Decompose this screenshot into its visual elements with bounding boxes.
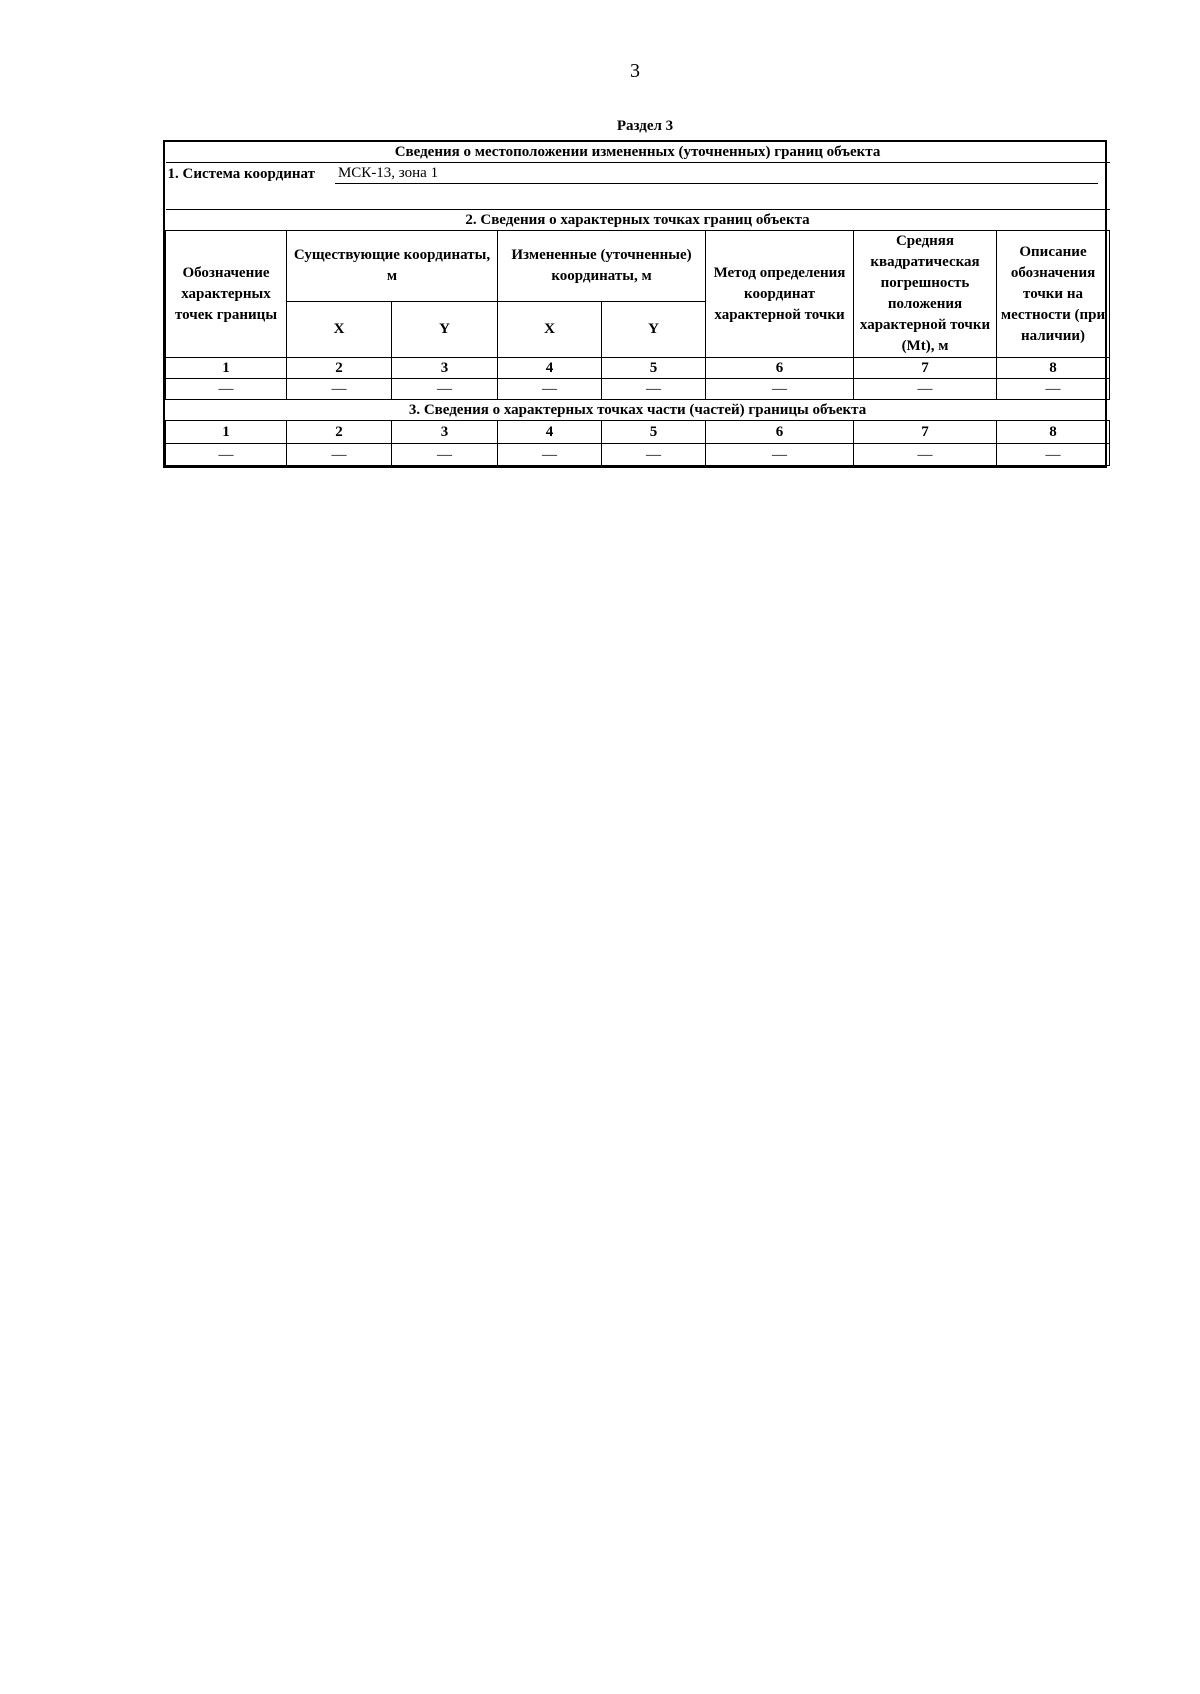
column-number: 1 xyxy=(166,358,287,379)
parts-section-title: 3. Сведения о характерных точках части (частей) границы объекта xyxy=(166,400,1110,421)
header-existing-y: Y xyxy=(392,301,498,357)
table-cell: — xyxy=(854,379,997,400)
column-number: 5 xyxy=(602,358,706,379)
header-changed: Измененные (уточненные) координаты, м xyxy=(498,231,706,302)
boundary-table-frame xyxy=(163,140,1107,468)
table-cell: — xyxy=(602,444,706,466)
table-cell: — xyxy=(706,379,854,400)
boundary-table xyxy=(165,142,1110,466)
column-number: 2 xyxy=(287,358,392,379)
points-section-title: 2. Сведения о характерных точках границ объекта xyxy=(166,210,1110,231)
header-error: Средняя квадратическая погрешность положения характерной точки (Mt), м xyxy=(854,231,997,358)
table-cell: — xyxy=(166,444,287,466)
table-row xyxy=(166,444,1110,466)
table-cell: — xyxy=(498,379,602,400)
column-number: 7 xyxy=(854,358,997,379)
table-cell: — xyxy=(854,444,997,466)
table-cell: — xyxy=(166,379,287,400)
column-number: 1 xyxy=(166,421,287,444)
table-cell: — xyxy=(287,444,392,466)
table-cell: — xyxy=(997,379,1110,400)
coord-system-label: 1. Система координат xyxy=(167,166,315,182)
column-number: 6 xyxy=(706,358,854,379)
column-number: 4 xyxy=(498,421,602,444)
header-existing: Существующие координаты, м xyxy=(287,231,498,302)
column-number: 2 xyxy=(287,421,392,444)
table-cell: — xyxy=(706,444,854,466)
column-number: 8 xyxy=(997,358,1110,379)
header-changed-x: X xyxy=(498,301,602,357)
column-number: 8 xyxy=(997,421,1110,444)
table-row xyxy=(166,379,1110,400)
column-number: 3 xyxy=(392,421,498,444)
table-cell: — xyxy=(287,379,392,400)
table-cell: — xyxy=(997,444,1110,466)
table-cell: — xyxy=(392,444,498,466)
column-number: 6 xyxy=(706,421,854,444)
table-title: Сведения о местоположении измененных (уточненных) границ объекта xyxy=(166,142,1110,163)
coord-system-cell xyxy=(166,163,1110,210)
page-number: 3 xyxy=(630,60,640,82)
header-existing-x: X xyxy=(287,301,392,357)
header-description: Описание обозначения точки на местности (при наличии) xyxy=(997,231,1110,358)
header-changed-y: Y xyxy=(602,301,706,357)
column-number: 7 xyxy=(854,421,997,444)
table-cell: — xyxy=(392,379,498,400)
column-number: 4 xyxy=(498,358,602,379)
column-number: 3 xyxy=(392,358,498,379)
column-number: 5 xyxy=(602,421,706,444)
section-title: Раздел 3 xyxy=(616,118,674,134)
table-cell: — xyxy=(498,444,602,466)
coord-system-value: МСК-13, зона 1 xyxy=(335,164,1098,184)
header-method: Метод определения координат характерной точки xyxy=(706,231,854,358)
table-cell: — xyxy=(602,379,706,400)
header-designation: Обозначение характерных точек границы xyxy=(166,231,287,358)
